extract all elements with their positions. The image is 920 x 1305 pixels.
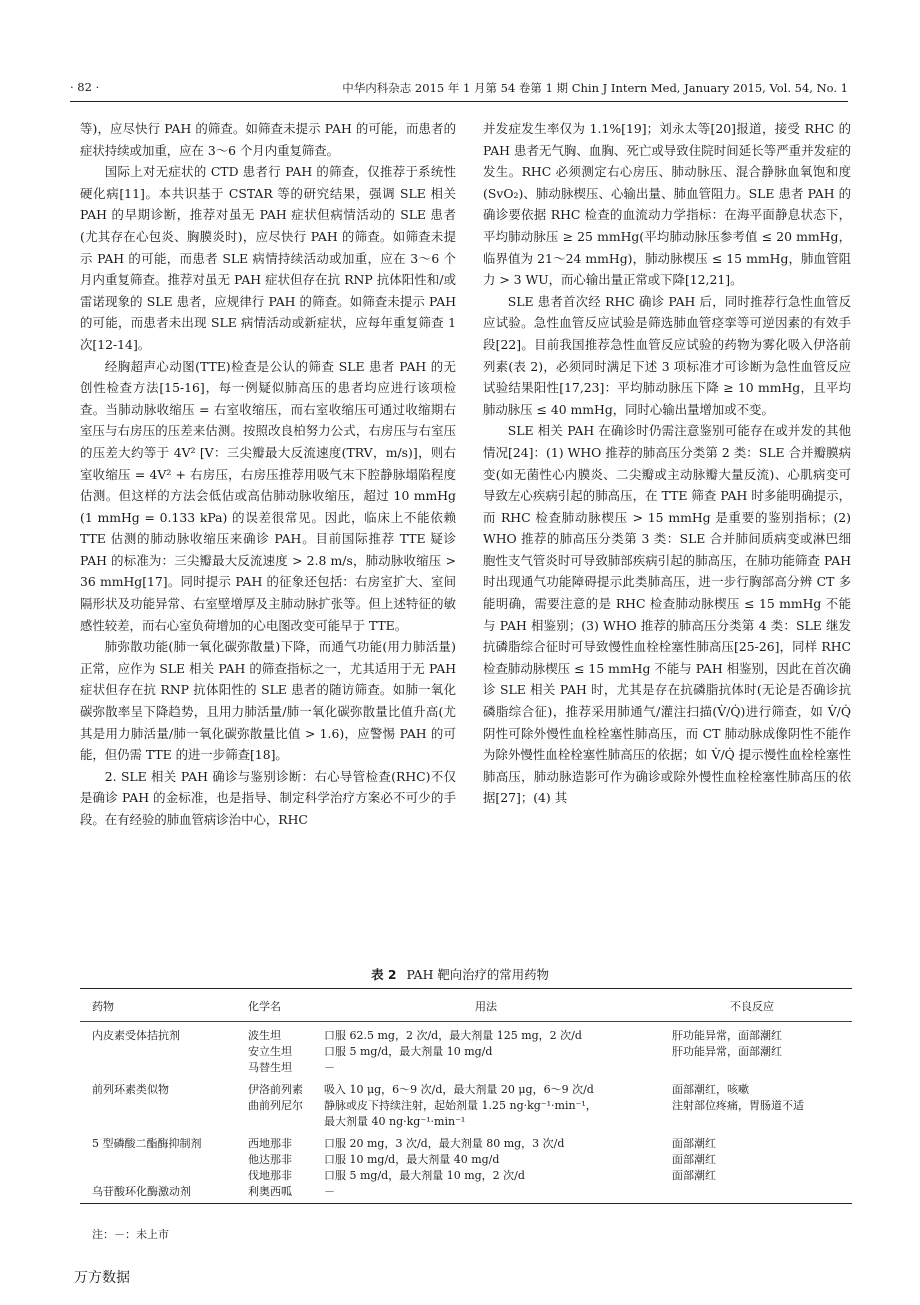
table-caption	[0, 965, 920, 983]
cell-chemical-name: 曲前列尼尔	[248, 1099, 303, 1112]
table-group	[80, 1081, 852, 1129]
table-group	[80, 1027, 852, 1075]
table-bottom-rule	[80, 1203, 852, 1204]
table-row	[80, 1151, 852, 1167]
page-header	[70, 80, 848, 100]
left-column	[80, 118, 456, 831]
cell-adverse-reaction: 肝功能异常，面部潮红	[672, 1029, 782, 1042]
cell-chemical-name: 他达那非	[248, 1153, 292, 1166]
cell-adverse-reaction: 面部潮红，咳嗽	[672, 1083, 749, 1096]
paragraph: 2. SLE 相关 PAH 确诊与鉴别诊断：右心导管检查(RHC)不仅是确诊 PAH 的金标准，也是指导、制定科学治疗方案必不可少的手段。在有经验的肺血管病诊治中心，RHC	[80, 768, 456, 827]
cell-chemical-name: 安立生坦	[248, 1045, 292, 1058]
table-row	[80, 1081, 852, 1097]
table-body	[80, 1022, 852, 1199]
table-row	[80, 1059, 852, 1075]
cell-usage: 吸入 10 μg，6～9 次/d，最大剂量 20 μg，6～9 次/d	[324, 1083, 594, 1096]
table-note: 注：－：未上市	[92, 1228, 169, 1241]
table-label: 表 2	[371, 967, 397, 982]
cell-usage: 静脉或皮下持续注射，起始剂量 1.25 ng·kg⁻¹·min⁻¹，	[324, 1099, 597, 1112]
cell-chemical-name: 马替生坦	[248, 1061, 292, 1074]
paragraph: 肺弥散功能(肺一氧化碳弥散量)下降，而通气功能(用力肺活量)正常，应作为 SLE 相关 PAH 的筛查指标之一，尤其适用于无 PAH 症状但存在抗 RNP 抗体阳性的 SLE 患者的随访筛查。如肺一氧化碳弥散率呈下降趋势，且用力肺活量/肺一氧化碳弥散量比值升高(尤其是用力肺活量/肺一氧化碳弥散量比值 > 1.6)，应警惕 PAH 的可能，但仍需 TTE 的进一步筛查[18]。	[80, 639, 456, 763]
table-row	[80, 1167, 852, 1183]
cell-adverse-reaction: 面部潮红	[672, 1137, 716, 1150]
cell-adverse-reaction: 注射部位疼痛，胃肠道不适	[672, 1099, 804, 1112]
cell-usage: 口服 5 mg/d，最大剂量 10 mg，2 次/d	[324, 1169, 525, 1182]
cell-adverse-reaction: 肝功能异常，面部潮红	[672, 1045, 782, 1058]
table-row	[80, 1027, 852, 1043]
cell-usage: 口服 62.5 mg，2 次/d，最大剂量 125 mg，2 次/d	[324, 1029, 582, 1042]
cell-usage: 口服 5 mg/d，最大剂量 10 mg/d	[324, 1045, 493, 1058]
cell-drug-class: 5 型磷酸二酯酶抑制剂	[92, 1137, 202, 1150]
paragraph: 等)，应尽快行 PAH 的筛查。如筛查未提示 PAH 的可能，而患者的症状持续或加重，应在 3～6 个月内重复筛查。	[80, 121, 456, 158]
cell-chemical-name: 利奥西呱	[248, 1185, 292, 1198]
col-header-drug: 药物	[92, 1000, 114, 1013]
cell-drug-class: 乌苷酸环化酶激动剂	[92, 1185, 191, 1198]
table-row	[80, 1183, 852, 1199]
cell-usage: 口服 10 mg/d，最大剂量 40 mg/d	[324, 1153, 500, 1166]
col-header-usage: 用法	[475, 1000, 497, 1013]
col-header-chemical: 化学名	[248, 1000, 281, 1013]
paragraph: 国际上对无症状的 CTD 患者行 PAH 的筛查，仅推荐于系统性硬化病[11]。本共识基于 CSTAR 等的研究结果，强调 SLE 相关 PAH 的早期诊断，推荐对虽无 PAH 症状但病情活动的 SLE 患者(尤其存在心包炎、胸膜炎时)，应尽快行 PAH 的筛查。如筛查未提示 PAH 的可能，而患者 SLE 病情持续活动或加重，应在 3～6 个月内重复筛查。推荐对虽无 PAH 症状但存在抗 RNP 抗体阳性和/或雷诺现象的 SLE 患者，应规律行 PAH 的筛查。如筛查未提示 PAH 的可能，而患者未出现 SLE 病情活动或新症状，应每年重复筛查 1 次[12-14]。	[80, 164, 456, 352]
watermark-text: 万方数据	[74, 1270, 130, 1286]
table-group	[80, 1135, 852, 1199]
cell-usage: 口服 20 mg，3 次/d，最大剂量 80 mg，3 次/d	[324, 1137, 565, 1150]
table-row	[80, 1113, 852, 1129]
paragraph: SLE 相关 PAH 在确诊时仍需注意鉴别可能存在或并发的其他情况[24]：(1) WHO 推荐的肺高压分类第 2 类：SLE 合并瓣膜病变(如无菌性心内膜炎、二尖瓣或主动脉瓣大量反流)、心肌病变可导致左心疾病引起的肺高压，在 TTE 筛查 PAH 时多能明确提示，而 RHC 检查肺动脉楔压 > 15 mmHg 是重要的鉴别指标；(2) WHO 推荐的肺高压分类第 3 类：SLE 合并肺间质病变或淋巴细胞性支气管炎时可导致肺部疾病引起的肺高压，在肺功能筛查 PAH 时出现通气功能障碍提示此类肺高压，进一步行胸部高分辨 CT 多能明确，需要注意的是 RHC 检查肺动脉楔压 ≤ 15 mmHg 不能与 PAH 相鉴别；(3) WHO 推荐的肺高压分类第 4 类：SLE 继发抗磷脂综合征时可导致慢性血栓栓塞性肺高压[25-26]，同样 RHC 检查肺动脉楔压 ≤ 15 mmHg 不能与 PAH 相鉴别，因此在首次确诊 SLE 相关 PAH 时，尤其是存在抗磷脂抗体时(无论是否确诊抗磷脂综合征)，推荐采用肺通气/灌注扫描(V̇/Q̇)进行筛查，如 V̇/Q̇ 阴性可除外慢性血栓栓塞性肺高压，而 CT 肺动脉成像阴性不能作为除外慢性血栓栓塞性肺高压的依据；如 V̇/Q̇ 提示慢性血栓栓塞性肺高压，肺动脉造影可作为确诊或除外慢性血栓栓塞性肺高压的依据[27]；(4) 其	[483, 423, 851, 806]
drug-table	[80, 988, 852, 1204]
cell-chemical-name: 波生坦	[248, 1029, 281, 1042]
cell-usage: －	[324, 1185, 335, 1198]
cell-usage: －	[324, 1061, 335, 1074]
page-number: · 82 ·	[70, 80, 100, 94]
cell-chemical-name: 西地那非	[248, 1137, 292, 1150]
table-row	[80, 1097, 852, 1113]
table-header-row	[80, 989, 852, 1021]
table-row	[80, 1043, 852, 1059]
cell-adverse-reaction: 面部潮红	[672, 1169, 716, 1182]
paragraph: 经胸超声心动图(TTE)检查是公认的筛查 SLE 患者 PAH 的无创性检查方法[15-16]，每一例疑似肺高压的患者均应进行该项检查。当肺动脉收缩压 = 右室收缩压，而右室收缩压可通过收缩期右室压与右房压的压差来估测。按照改良柏努力公式，右房压与右室压的压差大约等于 4V² [V：三尖瓣最大反流速度(TRV，m/s)]，则右室收缩压 = 4V² + 右房压，右房压推荐用吸气末下腔静脉塌陷程度估测。但这样的方法会低估或高估肺动脉收缩压，超过 10 mmHg (1 mmHg = 0.133 kPa) 的误差很常见。因此，临床上不能依赖 TTE 估测的肺动脉收缩压来确诊 PAH。目前国际推荐 TTE 疑诊 PAH 的标准为：三尖瓣最大反流速度 > 2.8 m/s，肺动脉收缩压 > 36 mmHg[17]。同时提示 PAH 的征象还包括：右房室扩大、室间隔形状及功能异常、右室壁增厚及主肺动脉扩张等。但上述特征的敏感性较差，而右心室负荷增加的心电图改变可能早于 TTE。	[80, 358, 456, 633]
cell-drug-class: 前列环素类似物	[92, 1083, 169, 1096]
table-title: PAH 靶向治疗的常用药物	[406, 967, 549, 982]
header-rule	[70, 101, 848, 102]
paragraph: 并发症发生率仅为 1.1%[19]；刘永太等[20]报道，接受 RHC 的 PAH 患者无气胸、血胸、死亡或导致住院时间延长等严重并发症的发生。RHC 必须测定右心房压、肺动脉压、混合静脉血氧饱和度(SvO₂)、肺动脉楔压、心输出量、肺血管阻力。SLE 患者 PAH 的确诊要依据 RHC 检查的血流动力学指标：在海平面静息状态下，平均肺动脉压 ≥ 25 mmHg(平均肺动脉压参考值 ≤ 20 mmHg，临界值为 21～24 mmHg)，肺动脉楔压 ≤ 15 mmHg，肺血管阻力 > 3 WU，而心输出量正常或下降[12,21]。	[483, 121, 851, 288]
cell-usage: 最大剂量 40 ng·kg⁻¹·min⁻¹	[324, 1115, 466, 1128]
cell-adverse-reaction: 面部潮红	[672, 1153, 716, 1166]
col-header-adverse: 不良反应	[730, 1000, 774, 1013]
cell-drug-class: 内皮素受体拮抗剂	[92, 1029, 180, 1042]
right-column	[483, 118, 851, 809]
paragraph: SLE 患者首次经 RHC 确诊 PAH 后，同时推荐行急性血管反应试验。急性血管反应试验是筛选肺血管痉挛等可逆因素的有效手段[22]。目前我国推荐急性血管反应试验的药物为雾化吸入伊洛前列素(表 2)，必须同时满足下述 3 项标准才可诊断为急性血管反应试验结果阳性[17,23]：平均肺动脉压下降 ≥ 10 mmHg，且平均肺动脉压 ≤ 40 mmHg，同时心输出量增加或不变。	[483, 293, 851, 417]
cell-chemical-name: 伊洛前列素	[248, 1083, 303, 1096]
table-row	[80, 1135, 852, 1151]
cell-chemical-name: 伐地那非	[248, 1169, 292, 1182]
journal-citation: 中华内科杂志 2015 年 1 月第 54 卷第 1 期 Chin J Intern Med, January 2015, Vol. 54, No. 1	[342, 81, 848, 95]
